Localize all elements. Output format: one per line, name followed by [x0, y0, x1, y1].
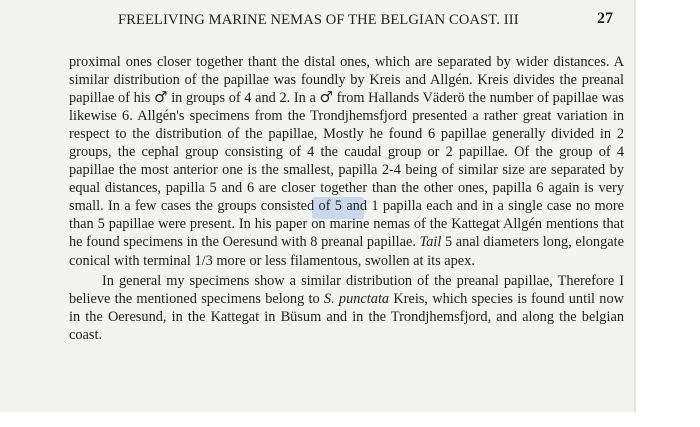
- paragraph-1-text-b: in groups of 4 and 2. In a: [167, 90, 320, 107]
- male-symbol: ♂: [154, 88, 168, 107]
- species-name: S. punctata: [323, 290, 390, 307]
- page-number: 27: [597, 10, 613, 27]
- paragraph-2: [69, 272, 624, 344]
- running-header: [0, 10, 634, 34]
- body-text: [69, 53, 624, 344]
- paragraph-2-text-b: Kreis, which species is found until now in the Oeresund, in the Kattegat in Büsum and in the Trondjhemsfjord, and along the belgian coast.: [69, 290, 624, 343]
- male-symbol: ♂: [319, 88, 333, 107]
- tail-label: Tail: [419, 234, 442, 251]
- running-title: FREELIVING MARINE NEMAS OF THE BELGIAN COAST. III: [118, 12, 519, 28]
- paragraph-2-text-a: In general my specimens show a similar distribution of the preanal papillae, Therefore I believe the mentioned specimens belong to: [69, 272, 624, 307]
- paragraph-1-text-c: from Hallands Väderö the number of papillae was likewise 6. Allgén's specimens from the Trondjhemsfjord presented a rather great variation in respect to the distribution of the papillae, Mostly he found 6 papillae generally divided in 2 groups, the cephal group consisting of 4 the caudal group or 2 papillae. Of the group of 4 papillae the most anterior one is the smallest, papilla 2-4 being of similar size are separated by equal distances, papilla 5 and 6 are closer together than the other ones, papilla 6 again is very small. In a few cases the groups consisted of 5 and 1 papilla each and in a single case no more than 5 papillae were present. In his paper on marine nemas of the Kattegat Allgén mentions that he found specimens in the Oeresund with 8 preanal papillae.: [69, 90, 624, 251]
- paragraph-1-text-d: 5 anal diameters long, elongate conical with terminal 1/3 more or less filamentous, swollen at its apex.: [69, 234, 624, 269]
- paragraph-1-text-a: proximal ones closer together thant the distal ones, which are separated by wider distances. A similar distribution of the papillae was foundly by Kreis and Allgén. Kreis divides the preanal papillae of his: [69, 54, 624, 107]
- paragraph-1: [69, 53, 624, 270]
